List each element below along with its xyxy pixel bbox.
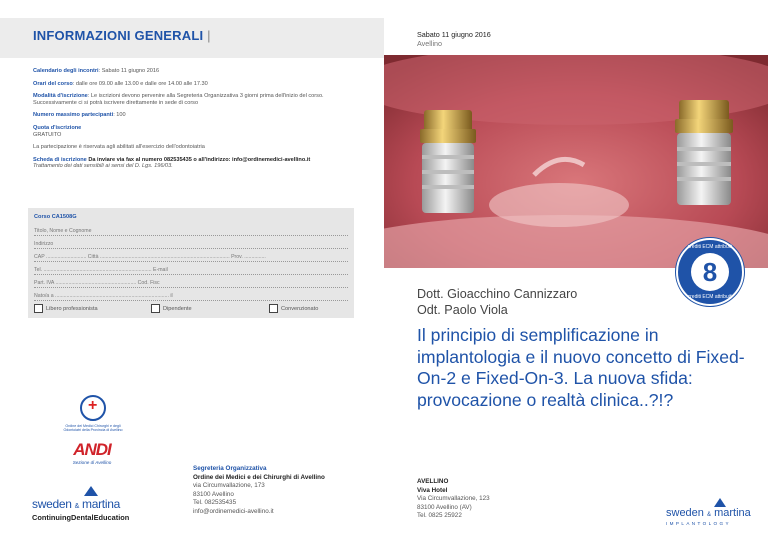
speakers: Dott. Gioacchino Cannizzaro Odt. Paolo Viola [417,287,578,317]
sweden-martina-logo: sweden & martina ContinuingDentalEducation [32,486,142,522]
info-eligibility: La partecipazione è riservata agli abilitati all'esercizio dell'odontoiatria [33,144,205,151]
venue-info: AVELLINO Viva Hotel Via Circumvallazione, 123 83100 Avellino (AV) Tel. 0825 25922 [417,478,490,520]
info-max-participants: Numero massimo partecipanti: 100 [33,112,126,119]
info-hours: Orari del corso: dalle ore 09.00 alle 13.00 e dalle ore 14.00 alle 17.30 [33,80,208,87]
form-field-vat[interactable]: Part. IVA ........................................................ Cod. Fisc [34,280,348,288]
section-title: INFORMAZIONI GENERALI | [33,28,211,43]
info-calendar: Calendario degli incontri: Sabato 11 giugno 2016 [33,68,160,74]
checkbox-employee[interactable]: Dipendente [151,304,192,313]
info-registration: Modalità d'iscrizione: Le iscrizioni devono pervenire alla Segreteria Organizzativa 3 giorni prima dell'inizio del corso. Successivamente ci si potrà iscrivere direttamente in sede di corso [33,93,324,106]
form-field-birth[interactable]: Nato/a a ............................................................................... il [34,293,348,301]
triangle-icon [714,498,726,507]
event-date: Sabato 11 giugno 2016 Avellino [417,30,491,48]
ecm-credits-badge: crediti ECM attribuiti 8 crediti ECM attribuiti [676,238,744,306]
info-fee: Quota d'iscrizione GRATUITO [33,124,82,138]
form-field-address[interactable]: Indirizzo [34,241,348,249]
course-code: Corso CA1508G [34,214,77,220]
andi-logo: ANDI Sezione di Avellino [72,440,112,465]
general-info [33,68,363,176]
medical-seal-icon [80,395,106,421]
registration-form [28,208,354,318]
triangle-icon [84,486,98,496]
form-field-name[interactable]: Titolo, Nome e Cognome [34,228,348,236]
form-field-tel-email[interactable]: Tel. ........................................................................... E-mail [34,267,348,275]
checkbox-affiliated[interactable]: Convenzionato [269,304,318,313]
organizing-secretariat: Segreteria Organizzativa Ordine dei Medici e dei Chirurghi di Avellino via Circumvallazione, 173 83100 Avellino Tel. 082535435 info@ordinemedici-avellino.it [193,465,325,515]
course-title: Il principio di semplificazione in implantologia e il nuovo concetto di Fixed-On-2 e Fixed-On-3. La nuova sfida: provocazione o realtà clinica..?!? [417,325,745,410]
secretariat-email[interactable]: info@ordinemedici-avellino.it [193,507,274,515]
sweden-martina-implantology-logo: sweden & martina IMPLANTOLOGY [666,498,764,526]
dental-implant-photo [384,55,768,268]
form-field-cap-city[interactable]: CAP ............................ Città .......................................................................................... Prov. ............... [34,254,348,262]
implant-image [384,55,768,268]
right-panel [384,0,768,543]
omceo-logo: + Ordine dei Medici Chirurghi e degli Odontoiatri della Provincia di Avellino [58,395,128,433]
checkbox-freelance[interactable]: Libero professionista [34,304,98,313]
info-registration-form: Scheda di iscrizione Da inviare via fax al numero 082535435 o all'indirizzo: info@ordinemedici-avellino.it Trattamento dei dati sensibili ai sensi del D. Lgs. 196/03. [33,156,311,170]
